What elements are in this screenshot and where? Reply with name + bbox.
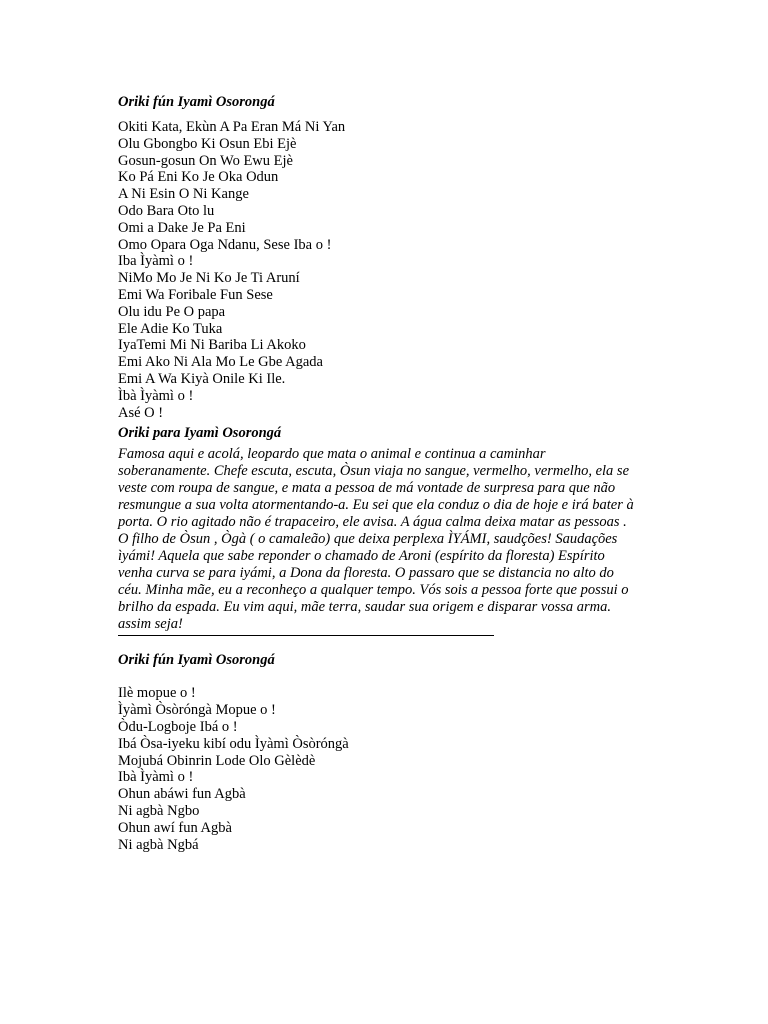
document-page (118, 94, 678, 853)
verse-line: Ìyàmì Òsòróngà Mopue o ! (118, 702, 276, 719)
verse-line: NiMo Mo Je Ni Ko Je Ti Aruní (118, 270, 300, 287)
prose-line: veste com roupa de sangue, e mata a pessoa de má vontade de surpresa para que não (118, 480, 616, 497)
prose-line: assim seja! (118, 616, 183, 633)
verse-line: Omi a Dake Je Pa Eni (118, 219, 246, 236)
section1-heading: Oriki fún Iyamì Osorongá (118, 94, 275, 110)
verse-line: Olu Gbongbo Ki Osun Ebi Ejè (118, 135, 297, 152)
prose-line: ìyámi! Aquela que sabe reponder o chamado de Aroni (espírito da floresta) Espírito (118, 548, 605, 565)
verse-line: Emi Ako Ni Ala Mo Le Gbe Agada (118, 354, 323, 371)
verse-line: Ohun abáwi fun Agbà (118, 786, 246, 803)
prose-line: resmungue a sua volta atormentando-a. Eu sei que ela conduz o dia de hoje e irá bater à (118, 497, 634, 514)
verse-line: Ibà Ìyàmì o ! (118, 769, 194, 786)
verse-line: Iba Ìyàmì o ! (118, 253, 194, 270)
verse-line: Okiti Kata, Ekùn A Pa Eran Má Ni Yan (118, 119, 346, 135)
horizontal-divider (118, 635, 494, 636)
prose-line: soberanamente. Chefe escuta, escuta, Òsun viaja no sangue, vermelho, vermelho, ela se (118, 463, 630, 480)
section1-verse (118, 119, 678, 421)
verse-line: Ni agbà Ngbo (118, 802, 200, 819)
section3-heading: Oriki fún Iyamì Osorongá (118, 652, 275, 669)
prose-line: venha curva se para iyámi, a Dona da floresta. O passaro que se distancia no alto do (118, 565, 614, 582)
verse-line: Ibá Òsa-iyeku kibí odu Ìyàmì Òsòróngà (118, 735, 349, 752)
verse-line: Ilè mopue o ! (118, 685, 196, 702)
verse-line: Emi A Wa Kiyà Onile Ki Ile. (118, 370, 286, 387)
prose-line: O filho de Òsun , Ògà ( o camaleão) que deixa perplexa ÌYÁMI, saudções! Saudações (118, 531, 618, 548)
verse-line: Ko Pá Eni Ko Je Oka Odun (118, 169, 279, 186)
verse-line: Omo Opara Oga Ndanu, Sese Iba o ! (118, 236, 332, 253)
section2-heading: Oriki para Iyamì Osorongá (118, 425, 282, 442)
verse-line: Emi Wa Foribale Fun Sese (118, 286, 273, 303)
prose-line: céu. Minha mãe, eu a reconheço a qualquer tempo. Vós sois a pessoa forte que possui o (118, 582, 629, 599)
prose-line: Famosa aqui e acolá, leopardo que mata o animal e continua a caminhar (118, 446, 546, 463)
verse-line: A Ni Esin O Ni Kange (118, 186, 249, 203)
section3-verse (118, 685, 678, 853)
verse-line: Ele Adie Ko Tuka (118, 320, 223, 337)
section2-translation (118, 446, 670, 633)
verse-line: Ìbà Ìyàmì o ! (118, 387, 194, 404)
verse-line: Òdu-Logboje Ibá o ! (118, 718, 238, 735)
verse-line: IyaTemi Mi Ni Bariba Li Akoko (118, 337, 306, 354)
verse-line: Asé O ! (118, 404, 164, 421)
verse-line: Mojubá Obinrin Lode Olo Gèlèdè (118, 752, 316, 769)
verse-line: Olu idu Pe O papa (118, 303, 226, 320)
verse-line: Gosun-gosun On Wo Ewu Ejè (118, 152, 293, 169)
verse-line: Ni agbà Ngbá (118, 836, 199, 853)
verse-line: Odo Bara Oto lu (118, 202, 215, 219)
prose-line: brilho da espada. Eu vim aqui, mãe terra, saudar sua origem e disparar vossa arma. (118, 599, 611, 616)
verse-line: Ohun awí fun Agbà (118, 819, 232, 836)
prose-line: porta. O rio agitado não é trapaceiro, ele avisa. A água calma deixa matar as pessoas . (118, 514, 627, 531)
